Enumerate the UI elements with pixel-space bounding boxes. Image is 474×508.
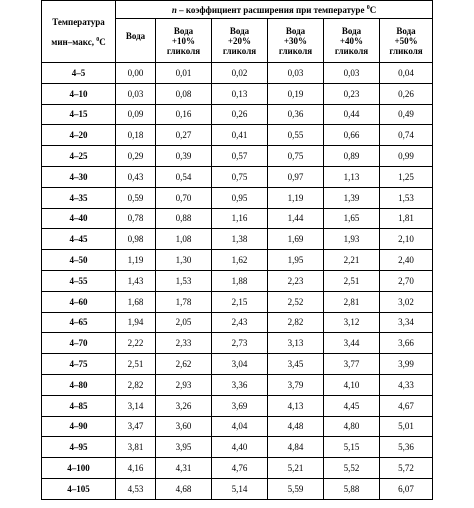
coefficient-cell: 0,43 [116, 166, 156, 187]
column-header [268, 19, 324, 63]
expansion-table-container [41, 0, 433, 500]
coefficient-cell: 5,15 [324, 437, 380, 458]
coefficient-cell: 2,33 [156, 333, 212, 354]
coefficient-cell: 4,53 [116, 478, 156, 499]
coefficient-cell: 3,02 [380, 291, 433, 312]
column-header-line1: Вода [173, 25, 194, 36]
super-header-unit: С [369, 4, 377, 15]
coefficient-cell: 6,07 [380, 478, 433, 499]
table-header [42, 1, 433, 63]
temperature-range-cell: 4–105 [42, 478, 116, 499]
coefficient-cell: 0,03 [268, 63, 324, 84]
coefficient-cell: 2,51 [116, 354, 156, 375]
coefficient-cell: 0,39 [156, 146, 212, 167]
coefficient-cell: 1,53 [380, 187, 433, 208]
coefficient-cell: 0,66 [324, 125, 380, 146]
coefficient-cell: 0,19 [268, 83, 324, 104]
coefficient-cell: 5,36 [380, 437, 433, 458]
coefficient-cell: 4,67 [380, 395, 433, 416]
coefficient-cell: 0,89 [324, 146, 380, 167]
coefficient-cell: 1,95 [268, 250, 324, 271]
coefficient-cell: 0,54 [156, 166, 212, 187]
coefficient-cell: 0,36 [268, 104, 324, 125]
table-row [42, 146, 433, 167]
coefficient-cell: 0,23 [324, 83, 380, 104]
coefficient-cell: 0,49 [380, 104, 433, 125]
column-header-line1: Вода [125, 30, 146, 41]
coefficient-cell: 4,40 [212, 437, 268, 458]
coefficient-cell: 1,68 [116, 291, 156, 312]
coefficient-cell: 4,76 [212, 458, 268, 479]
corner-header-unit-super: 0 [96, 36, 100, 43]
temperature-range-cell: 4–10 [42, 83, 116, 104]
table-row [42, 63, 433, 84]
coefficient-cell: 0,95 [212, 187, 268, 208]
temperature-range-cell: 4–15 [42, 104, 116, 125]
coefficient-cell: 3,47 [116, 416, 156, 437]
temperature-range-cell: 4–100 [42, 458, 116, 479]
coefficient-cell: 0,55 [268, 125, 324, 146]
coefficient-cell: 3,13 [268, 333, 324, 354]
table-row [42, 83, 433, 104]
coefficient-cell: 2,05 [156, 312, 212, 333]
column-header-line1: Вода [341, 25, 362, 36]
coefficient-cell: 5,52 [324, 458, 380, 479]
coefficient-cell: 2,70 [380, 270, 433, 291]
coefficient-cell: 3,81 [116, 437, 156, 458]
coefficient-cell: 2,23 [268, 270, 324, 291]
coefficient-cell: 2,62 [156, 354, 212, 375]
table-row [42, 333, 433, 354]
coefficient-cell: 0,75 [212, 166, 268, 187]
coefficient-cell: 3,60 [156, 416, 212, 437]
temperature-range-cell: 4–5 [42, 63, 116, 84]
table-row [42, 166, 433, 187]
corner-header [42, 1, 116, 63]
coefficient-cell: 1,25 [380, 166, 433, 187]
coefficient-cell: 4,48 [268, 416, 324, 437]
coefficient-cell: 0,98 [116, 229, 156, 250]
temperature-range-cell: 4–75 [42, 354, 116, 375]
coefficient-cell: 2,93 [156, 374, 212, 395]
column-header-line2: +30% [283, 35, 308, 46]
table-row [42, 395, 433, 416]
super-header-unit-super: 0 [366, 4, 370, 11]
temperature-range-cell: 4–90 [42, 416, 116, 437]
column-header-line3: гликоля [222, 45, 257, 56]
coefficient-cell: 3,99 [380, 354, 433, 375]
column-header [116, 19, 156, 63]
coefficient-cell: 1,81 [380, 208, 433, 229]
coefficient-cell: 1,19 [116, 250, 156, 271]
coefficient-cell: 0,78 [116, 208, 156, 229]
coefficient-cell: 2,81 [324, 291, 380, 312]
expansion-coefficient-table [41, 0, 433, 500]
coefficient-cell: 1,62 [212, 250, 268, 271]
column-header-line2: +20% [227, 35, 252, 46]
coefficient-cell: 2,52 [268, 291, 324, 312]
coefficient-cell: 0,99 [380, 146, 433, 167]
coefficient-cell: 1,53 [156, 270, 212, 291]
temperature-range-cell: 4–55 [42, 270, 116, 291]
coefficient-cell: 4,31 [156, 458, 212, 479]
temperature-range-cell: 4–70 [42, 333, 116, 354]
coefficient-cell: 4,45 [324, 395, 380, 416]
coefficient-cell: 3,36 [212, 374, 268, 395]
coefficient-cell: 1,94 [116, 312, 156, 333]
coefficient-cell: 3,79 [268, 374, 324, 395]
coefficient-cell: 0,70 [156, 187, 212, 208]
coefficient-cell: 5,59 [268, 478, 324, 499]
coefficient-cell: 2,43 [212, 312, 268, 333]
coefficient-cell: 3,44 [324, 333, 380, 354]
coefficient-cell: 1,69 [268, 229, 324, 250]
temperature-range-cell: 4–85 [42, 395, 116, 416]
temperature-range-cell: 4–80 [42, 374, 116, 395]
coefficient-cell: 3,66 [380, 333, 433, 354]
coefficient-cell: 3,34 [380, 312, 433, 333]
coefficient-cell: 3,04 [212, 354, 268, 375]
coefficient-cell: 2,73 [212, 333, 268, 354]
coefficient-cell: 0,57 [212, 146, 268, 167]
temperature-range-cell: 4–40 [42, 208, 116, 229]
coefficient-cell: 1,43 [116, 270, 156, 291]
coefficient-cell: 0,44 [324, 104, 380, 125]
column-header-line3: гликоля [334, 45, 369, 56]
temperature-range-cell: 4–30 [42, 166, 116, 187]
coefficient-cell: 2,15 [212, 291, 268, 312]
table-row [42, 229, 433, 250]
coefficient-cell: 5,88 [324, 478, 380, 499]
temperature-range-cell: 4–25 [42, 146, 116, 167]
table-row [42, 312, 433, 333]
coefficient-cell: 0,13 [212, 83, 268, 104]
coefficient-cell: 1,38 [212, 229, 268, 250]
coefficient-cell: 4,16 [116, 458, 156, 479]
coefficient-cell: 2,10 [380, 229, 433, 250]
coefficient-cell: 0,01 [156, 63, 212, 84]
coefficient-cell: 3,14 [116, 395, 156, 416]
coefficient-cell: 4,84 [268, 437, 324, 458]
table-row [42, 374, 433, 395]
coefficient-cell: 3,26 [156, 395, 212, 416]
super-header [116, 1, 433, 19]
coefficient-cell: 2,40 [380, 250, 433, 271]
coefficient-cell: 1,39 [324, 187, 380, 208]
table-row [42, 125, 433, 146]
table-row [42, 270, 433, 291]
coefficient-cell: 0,74 [380, 125, 433, 146]
coefficient-cell: 0,03 [324, 63, 380, 84]
temperature-range-cell: 4–65 [42, 312, 116, 333]
coefficient-cell: 2,82 [268, 312, 324, 333]
column-header-line1: Вода [229, 25, 250, 36]
coefficient-cell: 1,44 [268, 208, 324, 229]
super-header-n: n [171, 4, 177, 15]
coefficient-cell: 5,72 [380, 458, 433, 479]
coefficient-cell: 2,51 [324, 270, 380, 291]
coefficient-cell: 3,45 [268, 354, 324, 375]
column-header-line2: +40% [339, 35, 364, 46]
coefficient-cell: 0,88 [156, 208, 212, 229]
coefficient-cell: 1,16 [212, 208, 268, 229]
coefficient-cell: 3,95 [156, 437, 212, 458]
coefficient-cell: 3,12 [324, 312, 380, 333]
column-header-line2: +50% [394, 35, 418, 46]
coefficient-cell: 0,59 [116, 187, 156, 208]
table-row [42, 291, 433, 312]
column-header-line1: Вода [396, 25, 416, 36]
coefficient-cell: 1,78 [156, 291, 212, 312]
table-row [42, 437, 433, 458]
coefficient-cell: 0,03 [116, 83, 156, 104]
coefficient-cell: 0,00 [116, 63, 156, 84]
coefficient-cell: 1,88 [212, 270, 268, 291]
table-row [42, 458, 433, 479]
coefficient-cell: 4,80 [324, 416, 380, 437]
coefficient-cell: 3,69 [212, 395, 268, 416]
column-header-line3: гликоля [389, 45, 423, 56]
table-row [42, 354, 433, 375]
table-body [42, 63, 433, 500]
temperature-range-cell: 4–50 [42, 250, 116, 271]
coefficient-cell: 5,21 [268, 458, 324, 479]
coefficient-cell: 4,68 [156, 478, 212, 499]
column-header [324, 19, 380, 63]
corner-header-unit: С [99, 36, 106, 47]
coefficient-cell: 0,75 [268, 146, 324, 167]
coefficient-cell: 0,16 [156, 104, 212, 125]
coefficient-cell: 0,27 [156, 125, 212, 146]
column-header-line2: +10% [171, 35, 196, 46]
temperature-range-cell: 4–95 [42, 437, 116, 458]
coefficient-cell: 0,97 [268, 166, 324, 187]
column-header [380, 19, 433, 63]
table-row [42, 187, 433, 208]
coefficient-cell: 1,19 [268, 187, 324, 208]
coefficient-cell: 4,13 [268, 395, 324, 416]
coefficient-cell: 0,41 [212, 125, 268, 146]
coefficient-cell: 0,29 [116, 146, 156, 167]
column-header-line3: гликоля [278, 45, 313, 56]
column-header-line3: гликоля [166, 45, 201, 56]
super-header-text: – коэффициент расширения при температуре [176, 4, 367, 15]
coefficient-cell: 0,26 [380, 83, 433, 104]
temperature-range-cell: 4–35 [42, 187, 116, 208]
coefficient-cell: 0,18 [116, 125, 156, 146]
coefficient-cell: 0,04 [380, 63, 433, 84]
corner-header-line2: мин–макс, [51, 36, 95, 47]
table-row [42, 104, 433, 125]
coefficient-cell: 4,10 [324, 374, 380, 395]
coefficient-cell: 5,14 [212, 478, 268, 499]
coefficient-cell: 1,08 [156, 229, 212, 250]
coefficient-cell: 2,22 [116, 333, 156, 354]
table-row [42, 416, 433, 437]
table-row [42, 478, 433, 499]
coefficient-cell: 1,13 [324, 166, 380, 187]
coefficient-cell: 0,09 [116, 104, 156, 125]
column-header [212, 19, 268, 63]
coefficient-cell: 4,04 [212, 416, 268, 437]
coefficient-cell: 1,65 [324, 208, 380, 229]
coefficient-cell: 2,82 [116, 374, 156, 395]
coefficient-cell: 2,21 [324, 250, 380, 271]
coefficient-cell: 4,33 [380, 374, 433, 395]
temperature-range-cell: 4–20 [42, 125, 116, 146]
corner-header-line1: Температура [52, 16, 105, 27]
column-header-line1: Вода [285, 25, 306, 36]
coefficient-cell: 0,02 [212, 63, 268, 84]
column-header [156, 19, 212, 63]
coefficient-cell: 0,26 [212, 104, 268, 125]
coefficient-cell: 0,08 [156, 83, 212, 104]
temperature-range-cell: 4–45 [42, 229, 116, 250]
coefficient-cell: 5,01 [380, 416, 433, 437]
coefficient-cell: 1,93 [324, 229, 380, 250]
table-row [42, 250, 433, 271]
coefficient-cell: 3,77 [324, 354, 380, 375]
table-row [42, 208, 433, 229]
temperature-range-cell: 4–60 [42, 291, 116, 312]
coefficient-cell: 1,30 [156, 250, 212, 271]
